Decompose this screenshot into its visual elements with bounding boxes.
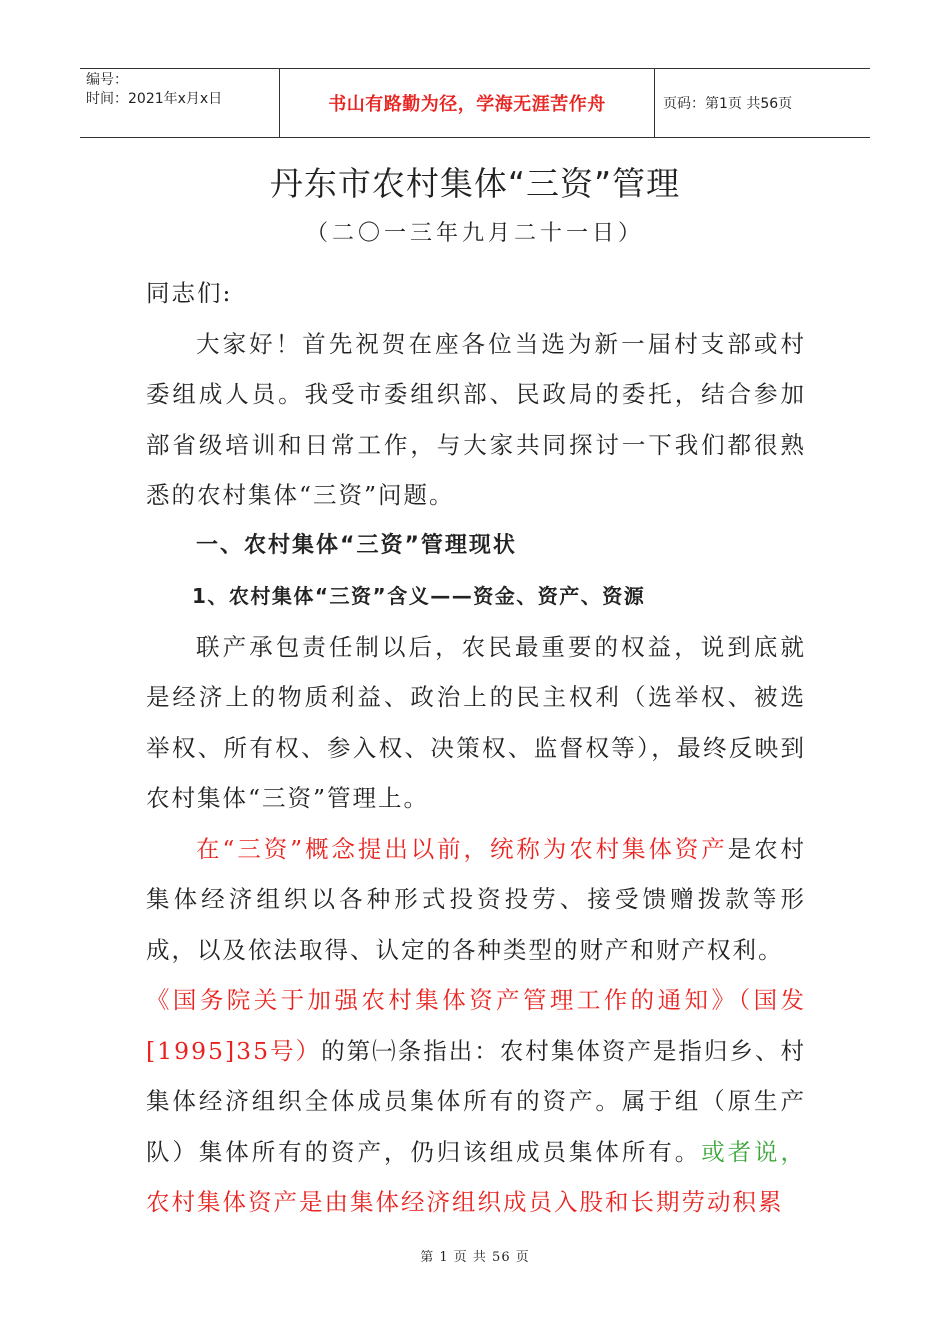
time-label: 时间：2021年x月x日 (86, 91, 223, 107)
document-body (146, 268, 806, 1228)
number-label: 编号： (86, 72, 128, 88)
subsection-heading-1: 1、农村集体“三资”含义——资金、资产、资源 (192, 584, 646, 608)
header-page-info: 页码：第1页 共56页 (663, 96, 793, 112)
header-meta-cell (80, 69, 280, 137)
notice-text: 的第㈠条指出：农村集体资产是指归乡、村集体经济组织全体成员集体所有的资产。属于组（原生产队）集体所有的资产，仍归该组成员集体所有。 (146, 1036, 807, 1166)
page-footer: 第 1 页 共 56 页 (420, 1250, 530, 1265)
highlight-definition-2: 农村集体资产是由集体经济组织成员入股和长期劳动积累 (146, 1188, 784, 1216)
paragraph-definition (146, 824, 806, 976)
highlight-alternative: 或者说， (701, 1137, 806, 1166)
highlight-notice-title: 《国务院关于加强农村集体资产管理工作的通知》（国发[1995]35号） (146, 986, 806, 1065)
section-heading-1: 一、农村集体“三资”管理现状 (196, 532, 517, 558)
document-title: 丹东市农村集体“三资”管理 (269, 164, 681, 203)
paragraph-rights: 联产承包责任制以后，农民最重要的权益，说到底就是经济上的物质利益、政治上的民主权利（选举权、被选举权、所有权、参入权、决策权、监督权等），最终反映到农村集体“三资”管理上。 (146, 632, 806, 812)
paragraph-notice (146, 975, 806, 1228)
highlight-concept: 在“三资”概念提出以前，统称为农村集体资产 (196, 834, 728, 863)
document-date: （二〇一三年九月二十一日） (305, 221, 644, 246)
header-motto: 书山有路勤为径，学海无涯苦作舟 (280, 69, 655, 137)
definition-text: 是农村集体经济组织以各种形式投资投劳、接受馈赠拨款等形成，以及依法取得、认定的各种类型的财产和财产权利。 (146, 834, 807, 964)
salutation: 同志们: (146, 279, 233, 307)
paragraph-intro: 大家好！首先祝贺在座各位当选为新一届村支部或村委组成人员。我受市委组织部、民政局的委托，结合参加部省级培训和日常工作，与大家共同探讨一下我们都很熟悉的农村集体“三资”问题。 (146, 329, 806, 509)
document-header-table (80, 68, 870, 138)
